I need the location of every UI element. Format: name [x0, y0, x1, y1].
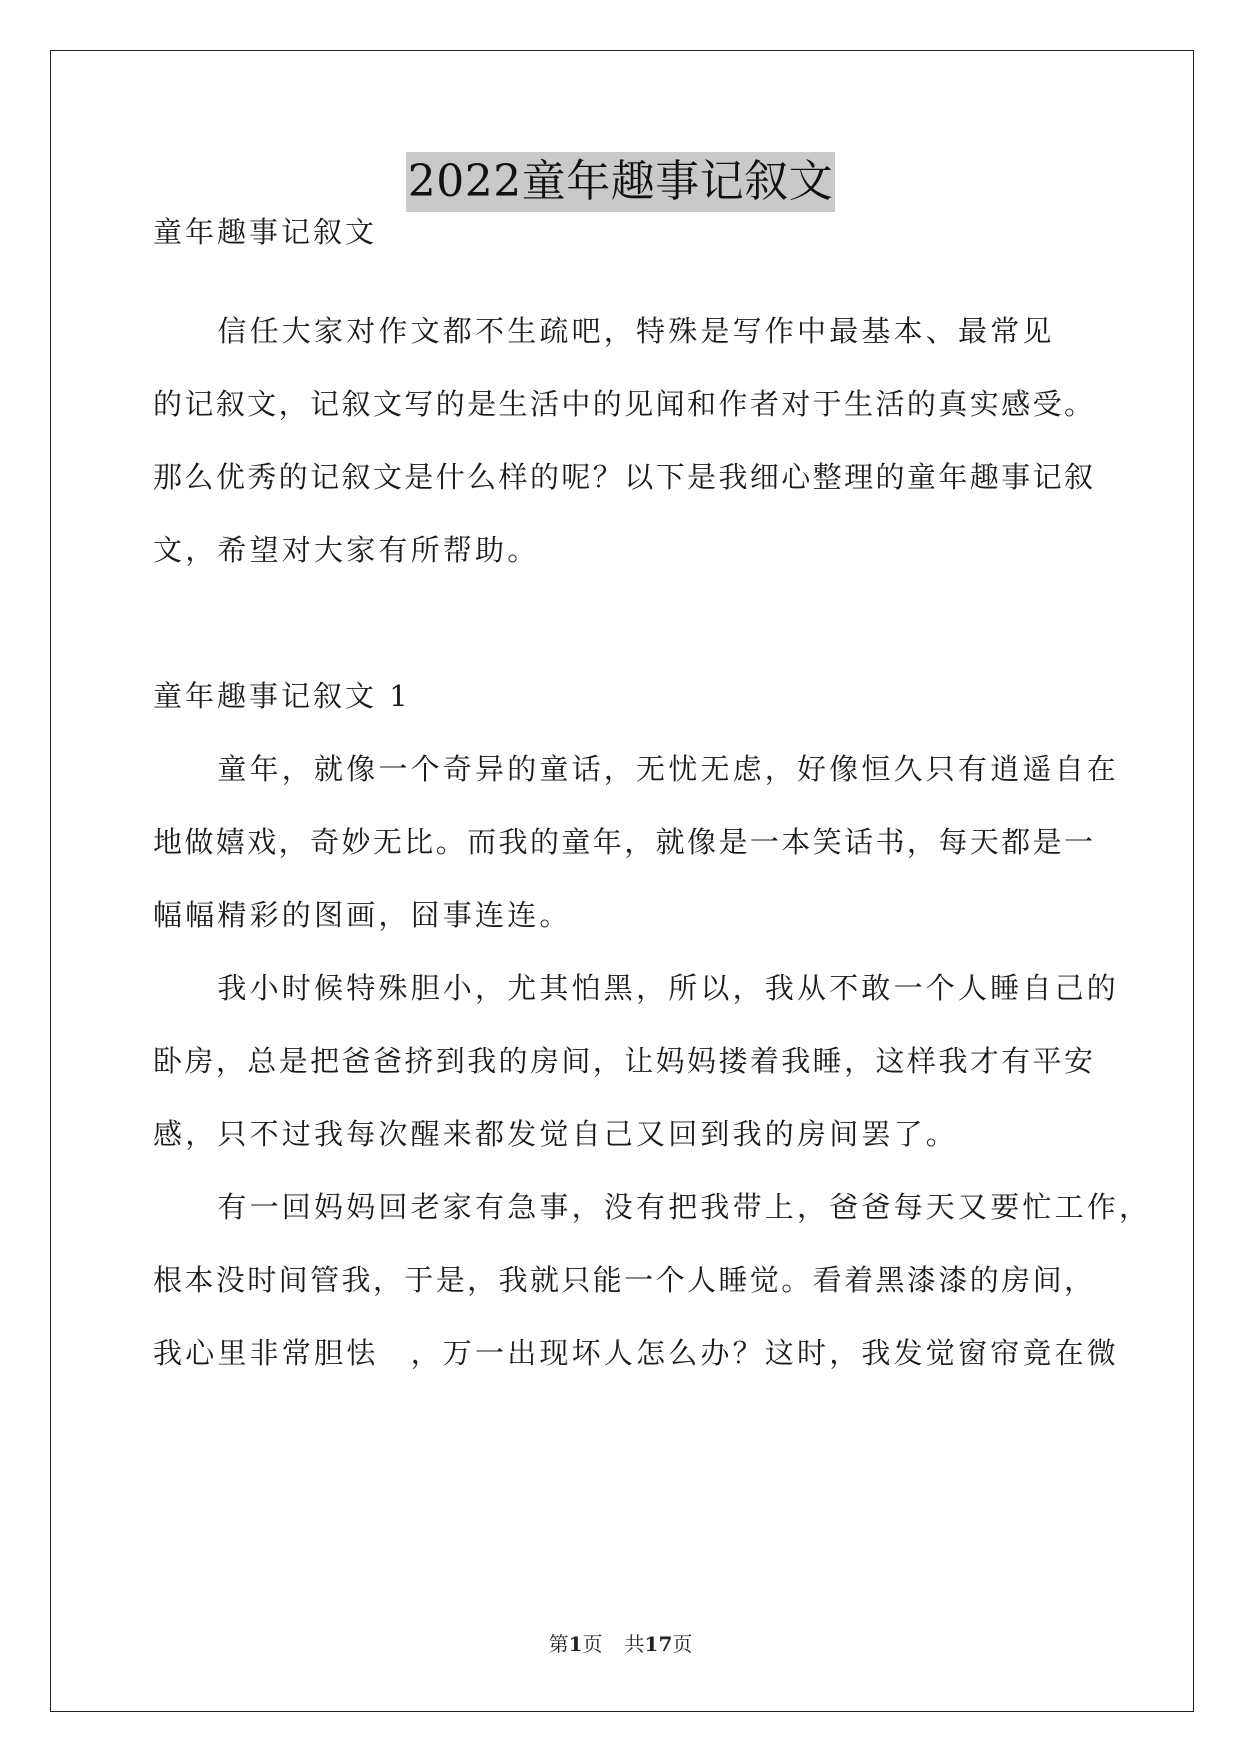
total-suffix: 页 — [672, 1632, 693, 1656]
page-prefix: 第 — [548, 1632, 569, 1656]
intro-line: 文，希望对大家有所帮助。 — [153, 533, 540, 567]
page-suffix: 页 — [582, 1632, 603, 1656]
body-line: 卧房，总是把爸爸挤到我的房间，让妈妈搂着我睡，这样我才有平安 — [153, 1044, 1093, 1078]
title-container — [0, 152, 1241, 212]
body-line: 幅幅精彩的图画，囧事连连。 — [153, 898, 572, 932]
body-line: 地做嬉戏，奇妙无比。而我的童年，就像是一本笑话书，每天都是一 — [153, 825, 1093, 859]
body-line: 童年，就像一个奇异的童话，无忧无虑，好像恒久只有逍遥自在 — [153, 752, 1120, 786]
body-line: 我小时候特殊胆小，尤其怕黑，所以，我从不敢一个人睡自己的 — [153, 971, 1120, 1005]
page-number: 1 — [568, 1632, 583, 1656]
body-line: 根本没时间管我，于是，我就只能一个人睡觉。看着黑漆漆的房间， — [153, 1263, 1093, 1297]
intro-line: 的记叙文，记叙文写的是生活中的见闻和作者对于生活的真实感受。 — [153, 387, 1093, 421]
section-heading: 童年趣事记叙文 1 — [153, 679, 411, 713]
page-border — [50, 50, 1194, 1712]
body-line: 我心里非常胆怯 ，万一出现坏人怎么办？这时，我发觉窗帘竟在微 — [153, 1336, 1120, 1370]
intro-line: 那么优秀的记叙文是什么样的呢？以下是我细心整理的童年趣事记叙 — [153, 460, 1093, 494]
document-subtitle: 童年趣事记叙文 — [153, 215, 378, 249]
page-footer — [0, 1630, 1241, 1658]
body-line: 有一回妈妈回老家有急事，没有把我带上，爸爸每天又要忙工作， — [153, 1190, 1152, 1224]
intro-line: 信任大家对作文都不生疏吧，特殊是写作中最基本、最常见 — [153, 314, 1055, 348]
total-pages: 17 — [644, 1632, 673, 1656]
document-title: 2022童年趣事记叙文 — [406, 152, 835, 212]
body-line: 感，只不过我每次醒来都发觉自己又回到我的房间罢了。 — [153, 1117, 959, 1151]
total-prefix: 共 — [624, 1632, 645, 1656]
